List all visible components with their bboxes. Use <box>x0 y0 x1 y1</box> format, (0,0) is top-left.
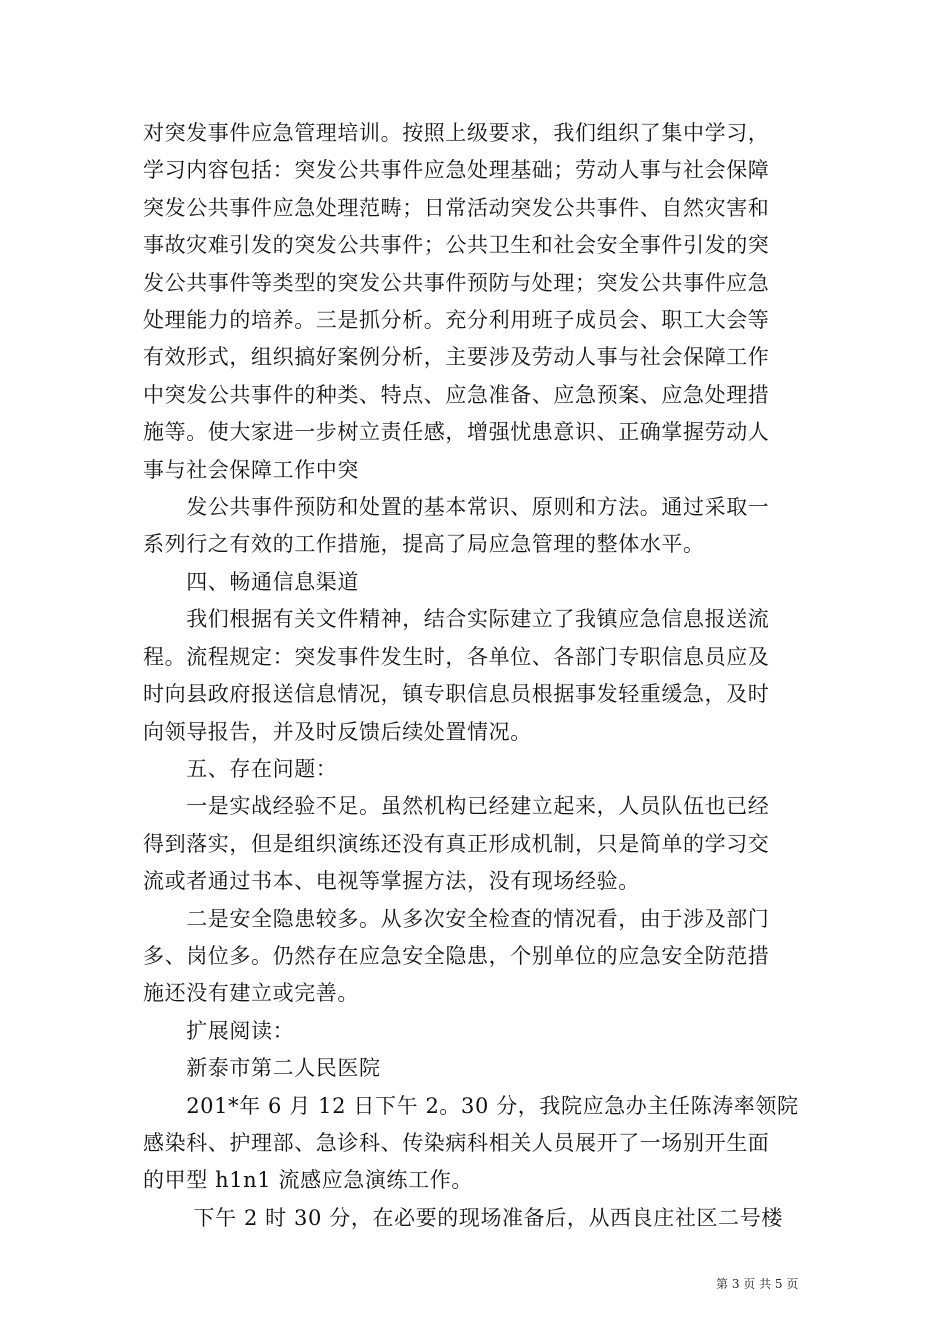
section-heading: 五、存在问题： <box>143 756 338 781</box>
text-line: 流或者通过书本、电视等掌握方法，没有现场经验。 <box>143 869 640 894</box>
text-line: 下午 2 时 30 分，在必要的现场准备后，从西良庄社区二号楼 <box>143 1205 783 1230</box>
text-line: 学习内容包括：突发公共事件应急处理基础；劳动人事与社会保障 <box>143 158 770 183</box>
text-line: 施等。使大家进一步树立责任感，增强忧患意识、正确掌握劳动人 <box>143 420 770 445</box>
text-line: 中突发公共事件的种类、特点、应急准备、应急预案、应急处理措 <box>143 382 770 407</box>
text-line: 新泰市第二人民医院 <box>143 1056 381 1081</box>
document-body <box>143 115 815 1237</box>
page-number-footer: 第 3 页 共 5 页 <box>716 1277 799 1291</box>
text-line: 程。流程规定：突发事件发生时，各单位、各部门专职信息员应及 <box>143 644 770 669</box>
text-line: 系列行之有效的工作措施，提高了局应急管理的整体水平。 <box>143 532 705 557</box>
text-line: 突发公共事件应急处理范畴；日常活动突发公共事件、自然灾害和 <box>143 195 770 220</box>
text-line: 对突发事件应急管理培训。按照上级要求，我们组织了集中学习， <box>143 121 770 145</box>
text-line: 得到落实，但是组织演练还没有真正形成机制，只是简单的学习交 <box>143 831 770 856</box>
text-line: 感染科、护理部、急诊科、传染病科相关人员展开了一场别开生面 <box>143 1130 770 1155</box>
text-line: 向领导报告，并及时反馈后续处置情况。 <box>143 719 532 744</box>
text-line: 时向县政府报送信息情况，镇专职信息员根据事发轻重缓急，及时 <box>143 682 770 707</box>
text-line: 事与社会保障工作中突 <box>143 457 359 482</box>
text-line: 二是安全隐患较多。从多次安全检查的情况看，由于涉及部门 <box>143 906 770 931</box>
section-heading: 扩展阅读： <box>143 1018 295 1043</box>
section-heading: 四、畅通信息渠道 <box>143 569 359 594</box>
text-line: 发公共事件预防和处置的基本常识、原则和方法。通过采取一 <box>143 495 770 520</box>
text-line: 201*年 6 月 12 日下午 2。30 分，我院应急办主任陈涛率领院 <box>143 1093 799 1118</box>
text-line: 事故灾难引发的突发公共事件；公共卫生和社会安全事件引发的突 <box>143 233 770 258</box>
text-line: 多、岗位多。仍然存在应急安全隐患，个别单位的应急安全防范措 <box>143 943 770 968</box>
text-line: 施还没有建立或完善。 <box>143 981 359 1006</box>
text-line: 有效形式，组织搞好案例分析，主要涉及劳动人事与社会保障工作 <box>143 345 770 370</box>
text-line: 的甲型 h1n1 流感应急演练工作。 <box>143 1168 473 1193</box>
text-line: 发公共事件等类型的突发公共事件预防与处理；突发公共事件应急 <box>143 270 770 295</box>
text-line: 一是实战经验不足。虽然机构已经建立起来，人员队伍也已经 <box>143 794 770 819</box>
text-line: 我们根据有关文件精神，结合实际建立了我镇应急信息报送流 <box>143 607 770 632</box>
text-line: 处理能力的培养。三是抓分析。充分利用班子成员会、职工大会等 <box>143 308 770 333</box>
